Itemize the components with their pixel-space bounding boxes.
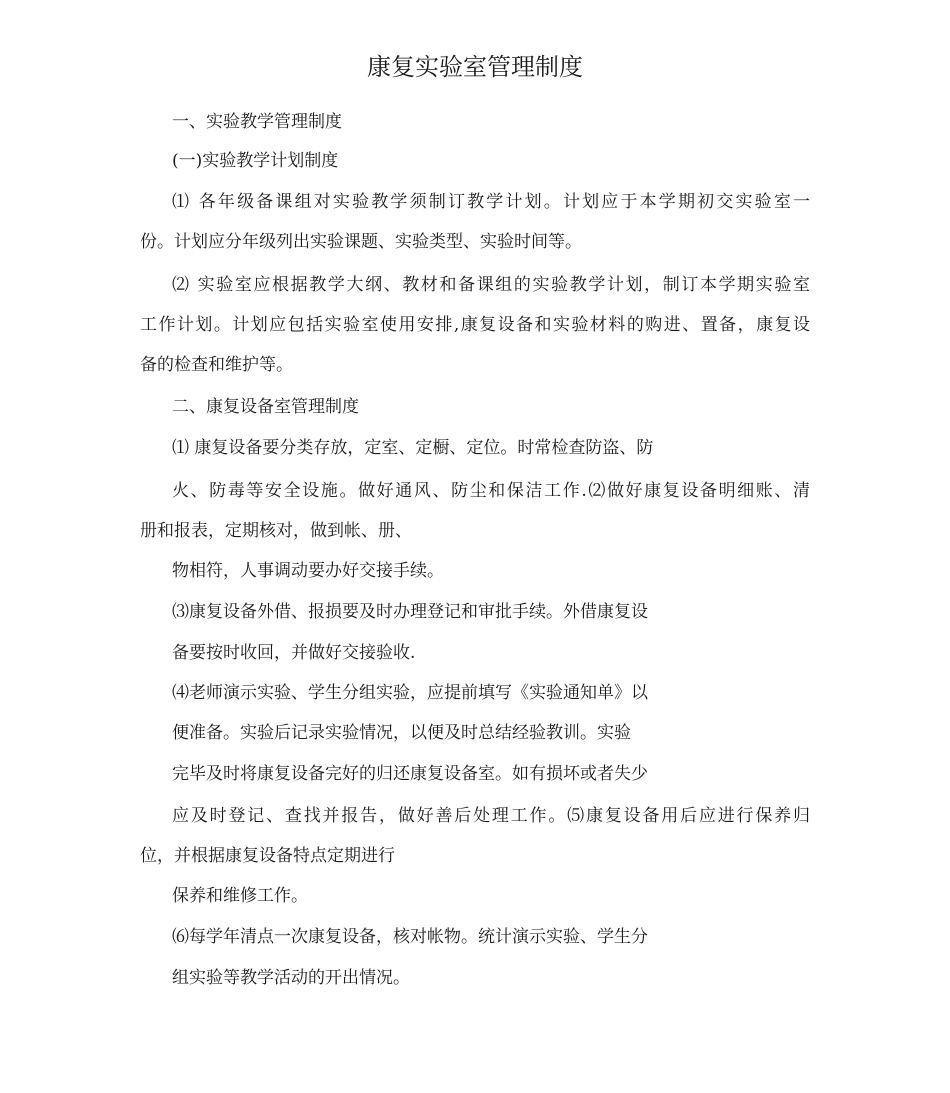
paragraph-line: 份。计划应分年级列出实验课题、实验类型、实验时间等。 — [140, 232, 582, 252]
document-title: 康复实验室管理制度 — [367, 53, 583, 81]
paragraph-line: 便准备。实验后记录实验情况，以便及时总结经验教训。实验 — [172, 723, 631, 743]
paragraph-line: ⑴ 康复设备要分类存放，定室、定橱、定位。时常检查防盗、防 — [172, 438, 654, 458]
paragraph-line: 位，并根据康复设备特点定期进行 — [140, 846, 395, 866]
paragraph-line: 完毕及时将康复设备完好的归还康复设备室。如有损坏或者失少 — [172, 764, 648, 784]
paragraph-line: 组实验等教学活动的开出情况。 — [172, 968, 410, 988]
paragraph-line: 火、防毒等安全设施。做好通风、防尘和保洁工作.⑵做好康复设备明细账、清 — [172, 481, 810, 501]
heading-section-1: 一、实验教学管理制度 — [172, 112, 342, 132]
paragraph-line: 工作计划。计划应包括实验室使用安排,康复设备和实验材料的购进、置备，康复设 — [140, 315, 810, 335]
paragraph-line: 物相符，人事调动要办好交接手续。 — [172, 561, 444, 581]
paragraph-line: 备要按时收回，并做好交接验收. — [172, 643, 416, 663]
paragraph-line: 备的检查和维护等。 — [140, 355, 293, 375]
paragraph-line: 保养和维修工作。 — [172, 886, 308, 906]
heading-subsection-1: (一)实验教学计划制度 — [172, 151, 339, 171]
paragraph-line: ⑷老师演示实验、学生分组实验，应提前填写《实验通知单》以 — [172, 683, 648, 703]
paragraph-line: 应及时登记、查找并报告，做好善后处理工作。⑸康复设备用后应进行保养归 — [172, 806, 810, 826]
paragraph-line: ⑹每学年清点一次康复设备，核对帐物。统计演示实验、学生分 — [172, 927, 648, 947]
paragraph-line: ⑵ 实验室应根据教学大纲、教材和备课组的实验教学计划，制订本学期实验室 — [172, 275, 810, 295]
paragraph-line: 册和报表，定期核对，做到帐、册、 — [140, 521, 412, 541]
heading-section-2: 二、康复设备室管理制度 — [172, 397, 359, 417]
paragraph-line: ⑴ 各年级备课组对实验教学须制订教学计划。计划应于本学期初交实验室一 — [172, 192, 810, 212]
paragraph-line: ⑶康复设备外借、报损要及时办理登记和审批手续。外借康复设 — [172, 602, 648, 622]
